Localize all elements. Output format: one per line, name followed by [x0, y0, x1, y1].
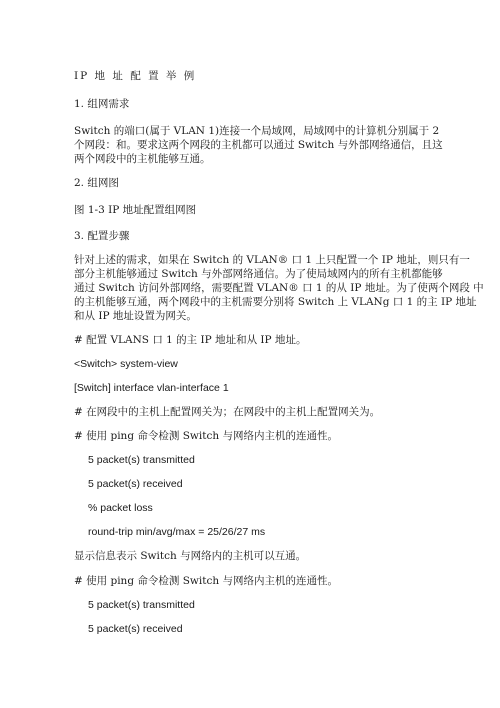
step1-comment: # 配置 VLANS 口 1 的主 IP 地址和从 IP 地址。 — [74, 334, 307, 346]
ping2-received: 5 packet(s) received — [88, 623, 183, 635]
step4-comment: # 使用 ping 命令检测 Switch 与网络内主机的连通性。 — [74, 575, 338, 587]
section2-heading: 2. 组网图 — [74, 177, 119, 189]
command-interface: [Switch] interface vlan-interface 1 — [74, 382, 229, 394]
section3-line-3: 通过 Switch 访问外部网络，需要配置 VLAN® 口 1 的从 IP 地址。为了使两个网段 中 — [74, 282, 484, 294]
ping1-rtt: round-trip min/avg/max = 25/26/27 ms — [88, 526, 266, 538]
section1-line-1: Switch 的端口(属于 VLAN 1)连接一个局域网，局域网中的计算机分别属于 2 — [74, 125, 440, 137]
section3-line-2: 部分主机能够通过 Switch 与外部网络通信。为了使局域网内的所有主机都能够 — [74, 268, 443, 280]
result-text: 显示信息表示 Switch 与网络内的主机可以互通。 — [74, 550, 307, 562]
step2-comment: # 在网段中的主机上配置网关为；在网段中的主机上配置网关为。 — [74, 406, 381, 418]
section3-line-4: 的主机能够互通，两个网段中的主机需要分别将 Switch 上 VLANg 口 1 的主 IP 地址 — [74, 296, 477, 308]
ping2-transmitted: 5 packet(s) transmitted — [88, 599, 195, 611]
section3-line-1: 针对上述的需求，如果在 Switch 的 VLAN® 口 1 上只配置一个 IP 地址，则只有一 — [74, 254, 470, 266]
section3-heading: 3. 配置步骤 — [74, 230, 130, 242]
section1-line-2: 个网段：和。要求这两个网段的主机都可以通过 Switch 与外部网络通信，且这 — [74, 139, 443, 151]
command-system-view: <Switch> system-view — [74, 358, 178, 370]
document-title: IP 地 址 配 置 举 例 — [74, 70, 197, 82]
ping1-loss: % packet loss — [88, 502, 153, 514]
figure-caption: 图 1-3 IP 地址配置组网图 — [74, 204, 197, 216]
section3-line-5: 和从 IP 地址设置为网关。 — [74, 310, 197, 322]
section1-line-3: 两个网段中的主机能够互通。 — [74, 153, 211, 165]
ping1-transmitted: 5 packet(s) transmitted — [88, 454, 195, 466]
section1-heading: 1. 组网需求 — [74, 98, 130, 110]
step3-comment: # 使用 ping 命令检测 Switch 与网络内主机的连通性。 — [74, 430, 338, 442]
ping1-received: 5 packet(s) received — [88, 478, 183, 490]
